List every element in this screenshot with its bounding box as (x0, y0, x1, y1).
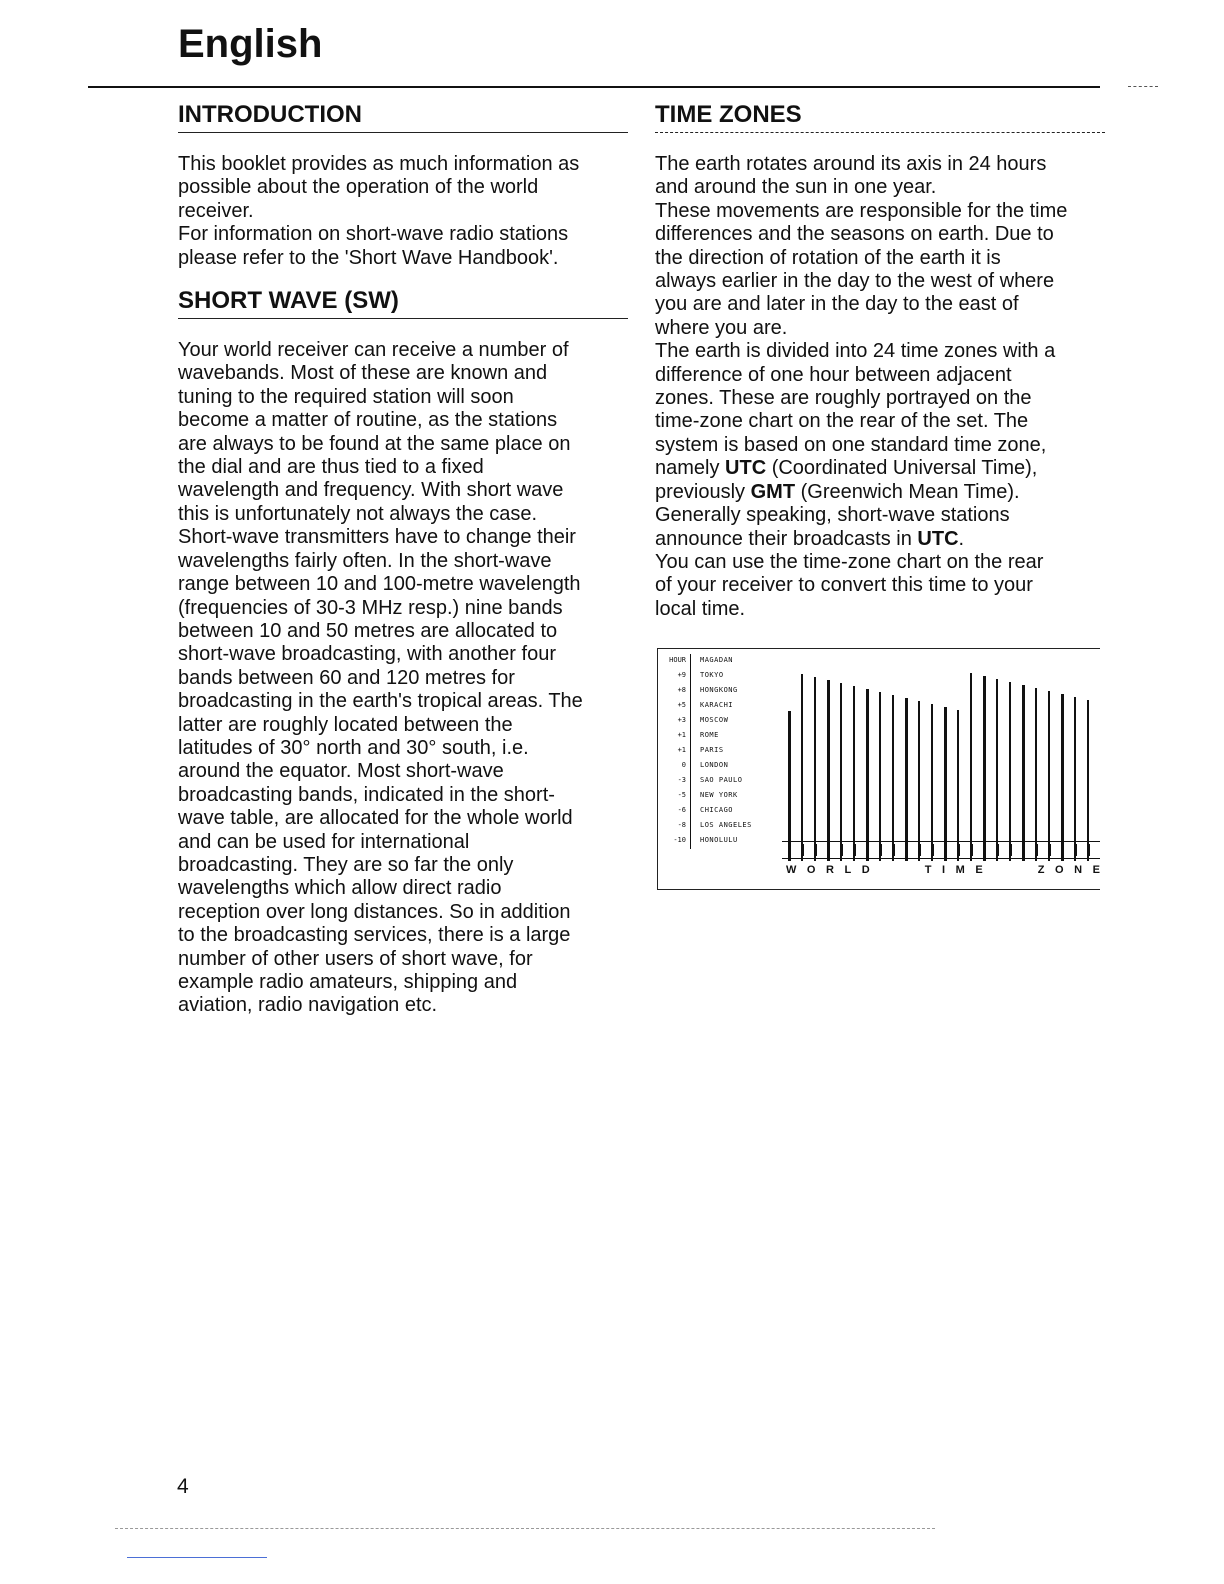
zone-hour-marker (866, 844, 869, 856)
city-row (658, 833, 788, 848)
shortwave-heading: SHORT WAVE (SW) (178, 286, 628, 319)
zone-boundary (944, 707, 947, 861)
city-divider (690, 684, 691, 699)
caption-m: M (955, 864, 965, 876)
zone-boundary (866, 689, 869, 861)
city-offset: 0 (681, 761, 686, 769)
zone-boundary (788, 711, 791, 861)
world-time-zone-chart (657, 648, 1100, 890)
zone-boundary (840, 683, 842, 861)
intro-heading: INTRODUCTION (178, 100, 628, 133)
zone-hour-marker (840, 844, 843, 856)
caption-gap (880, 864, 914, 876)
zone-hour-marker (1035, 844, 1038, 856)
city-name: LOS ANGELES (700, 821, 752, 829)
city-name: TOKYO (700, 671, 724, 679)
city-offset: -10 (673, 836, 686, 844)
city-divider (690, 789, 691, 804)
city-name: MOSCOW (700, 716, 729, 724)
header-rule (88, 86, 1100, 88)
city-name: PARIS (700, 746, 724, 754)
city-offset: -5 (677, 791, 686, 799)
zone-boundary (801, 674, 803, 861)
zone-hour-marker (1022, 844, 1025, 856)
city-divider (690, 819, 691, 834)
city-name: NEW YORK (700, 791, 738, 799)
scan-artifact-line (115, 1528, 935, 1529)
gmt-term: GMT (750, 480, 796, 503)
page-language-title: English (178, 22, 323, 66)
caption-o: O (806, 864, 816, 876)
caption-i: I (942, 864, 946, 876)
city-offset: -8 (677, 821, 686, 829)
top-city-name: MAGADAN (700, 656, 734, 664)
city-divider (690, 699, 691, 714)
zone-hour-marker (996, 844, 999, 856)
right-column (655, 100, 1105, 621)
city-row (658, 743, 788, 758)
caption-o2: O (1055, 864, 1064, 876)
city-offset: +9 (677, 671, 686, 679)
zone-boundary (931, 704, 933, 861)
caption-t: T (924, 864, 932, 876)
zone-boundary (879, 692, 881, 861)
zone-boundary (918, 701, 920, 861)
caption-e2: E (1092, 864, 1100, 876)
city-offset: +1 (677, 731, 686, 739)
caption-r: R (826, 864, 834, 876)
zone-strip (782, 841, 1100, 859)
city-offset: +3 (677, 716, 686, 724)
city-row (658, 728, 788, 743)
zone-hour-marker (957, 844, 960, 856)
city-row-header (658, 653, 788, 668)
tz-text-part-3: (Greenwich Mean Time). Generally speaking, short-wave stations announce their broadcasts in (655, 480, 1020, 550)
left-column (178, 100, 628, 1018)
city-offset: +1 (677, 746, 686, 754)
city-name: HONGKONG (700, 686, 738, 694)
city-row (658, 773, 788, 788)
intro-text: This booklet provides as much information as possible about the operation of the world receiver. For information on short-wave radio stations please refer to the 'Short Wave Handbook'. (178, 153, 580, 269)
city-row (658, 683, 788, 698)
city-offset: +8 (677, 686, 686, 694)
zone-boundary (892, 695, 894, 861)
city-offset: +5 (677, 701, 686, 709)
city-name: CHICAGO (700, 806, 734, 814)
zone-hour-marker (814, 844, 817, 856)
city-row (658, 803, 788, 818)
city-divider (690, 774, 691, 789)
city-row (658, 668, 788, 683)
caption-w: W (786, 864, 797, 876)
zone-hour-marker (905, 844, 908, 856)
zone-boundary (957, 710, 959, 861)
caption-d: D (861, 864, 870, 876)
city-row (658, 713, 788, 728)
zone-boundary (996, 679, 998, 861)
chart-caption (786, 864, 1100, 876)
shortwave-text: Your world receiver can receive a number of wavebands. Most of these are known and tuning to the required station will soon become a matter of routine, as the stations are always to be found at the same place on the dial and are thus tied to a fixed wavelength and frequency. With short wave this is unfortunately not always the case. Short-wave transmitters have to change their wavelengths fairly often. In the short-wave range between 10 and 100-metre wavelength (frequencies of 30-3 MHz resp.) nine bands between 10 and 50 metres are allocated to short-wave broadcasting, with another four bands between 60 and 120 metres for broadcasting in the earth's tropical areas. The latter are roughly located between the latitudes of 30° north and 30° south, i.e. around the equator. Most short-wave broadcasting bands, indicated in the short- wave table, are allocated for the whole world and can be used for international broadcasting. They are so far the only wavelengths which allow direct radio reception over long distances. So in addition to the broadcasting services, there is a large number of other users of short wave, for example radio amateurs, shipping and aviation, radio navigation etc. (178, 339, 583, 1017)
zone-hour-marker (983, 844, 986, 856)
city-name: SAO PAULO (700, 776, 743, 784)
zone-boundary (1061, 694, 1064, 861)
zone-boundary (1009, 682, 1011, 861)
city-name: LONDON (700, 761, 729, 769)
zone-boundary (1074, 697, 1076, 861)
caption-z: Z (1037, 864, 1045, 876)
header-rule-tail (1128, 86, 1158, 87)
zone-hour-marker (879, 844, 882, 856)
caption-gap-2 (993, 864, 1027, 876)
city-divider (690, 714, 691, 729)
zone-boundary (970, 673, 972, 861)
zone-hour-marker (1087, 844, 1090, 856)
caption-e: E (975, 864, 983, 876)
caption-n: N (1074, 864, 1083, 876)
zone-boundary (814, 677, 816, 861)
zone-hour-marker (1048, 844, 1051, 856)
zone-boundary (905, 698, 908, 861)
zone-hour-marker (827, 844, 830, 856)
city-divider (690, 759, 691, 774)
zone-boundary (1022, 685, 1025, 861)
city-name: HONOLULU (700, 836, 738, 844)
city-divider (690, 804, 691, 819)
caption-l: L (844, 864, 852, 876)
city-divider (690, 729, 691, 744)
city-name: ROME (700, 731, 719, 739)
city-row (658, 758, 788, 773)
zone-hour-marker (918, 844, 921, 856)
zone-boundary (1048, 691, 1050, 861)
zone-hour-marker (1061, 844, 1064, 856)
timezones-heading: TIME ZONES (655, 100, 1105, 133)
city-divider (690, 669, 691, 684)
zone-hour-marker (801, 844, 804, 856)
zone-hour-marker (931, 844, 934, 856)
tz-text-part-1: The earth rotates around its axis in 24 hours and around the sun in one year. These movements are responsible for the time differences and the seasons on earth. Due to the direction of rotation of the earth it is always earlier in the day to the west of where you are and later in the day to the east of where you are. The earth is divided into 24 time zones with a difference of one hour between adjacent zones. These are roughly portrayed on the time-zone chart on the rear of the set. The system is based on one standard time zone, namely (655, 153, 1068, 480)
city-divider (690, 834, 691, 849)
zone-boundary (853, 686, 855, 861)
city-offset: -3 (677, 776, 686, 784)
zone-hour-marker (1074, 844, 1077, 856)
zone-hour-marker (1009, 844, 1012, 856)
zone-boundary (983, 676, 986, 861)
zone-hour-marker (944, 844, 947, 856)
timezones-text (655, 153, 1105, 621)
utc-term-1: UTC (725, 457, 767, 480)
zone-boundary (1087, 700, 1089, 861)
city-offset: -6 (677, 806, 686, 814)
city-divider (690, 744, 691, 759)
zone-hour-marker (970, 844, 973, 856)
utc-term-2: UTC (917, 527, 959, 550)
zone-hour-marker (853, 844, 856, 856)
city-name: KARACHI (700, 701, 734, 709)
zone-boundary (827, 680, 830, 861)
page-number: 4 (177, 1475, 189, 1498)
zone-hour-marker (788, 844, 791, 856)
scan-artifact-underline (127, 1557, 267, 1558)
city-divider (690, 654, 691, 669)
city-list (658, 649, 768, 859)
tz-text-part-2: (Coordinated Universal Time), previously (655, 457, 1038, 503)
city-row (658, 788, 788, 803)
zone-hour-marker (892, 844, 895, 856)
tz-text-part-4: . You can use the time-zone chart on the rear of your receiver to convert this time to your local time. (655, 527, 1044, 620)
hour-label: HOUR (669, 656, 686, 664)
city-row (658, 818, 788, 833)
city-row (658, 698, 788, 713)
zone-boundary (1035, 688, 1037, 861)
